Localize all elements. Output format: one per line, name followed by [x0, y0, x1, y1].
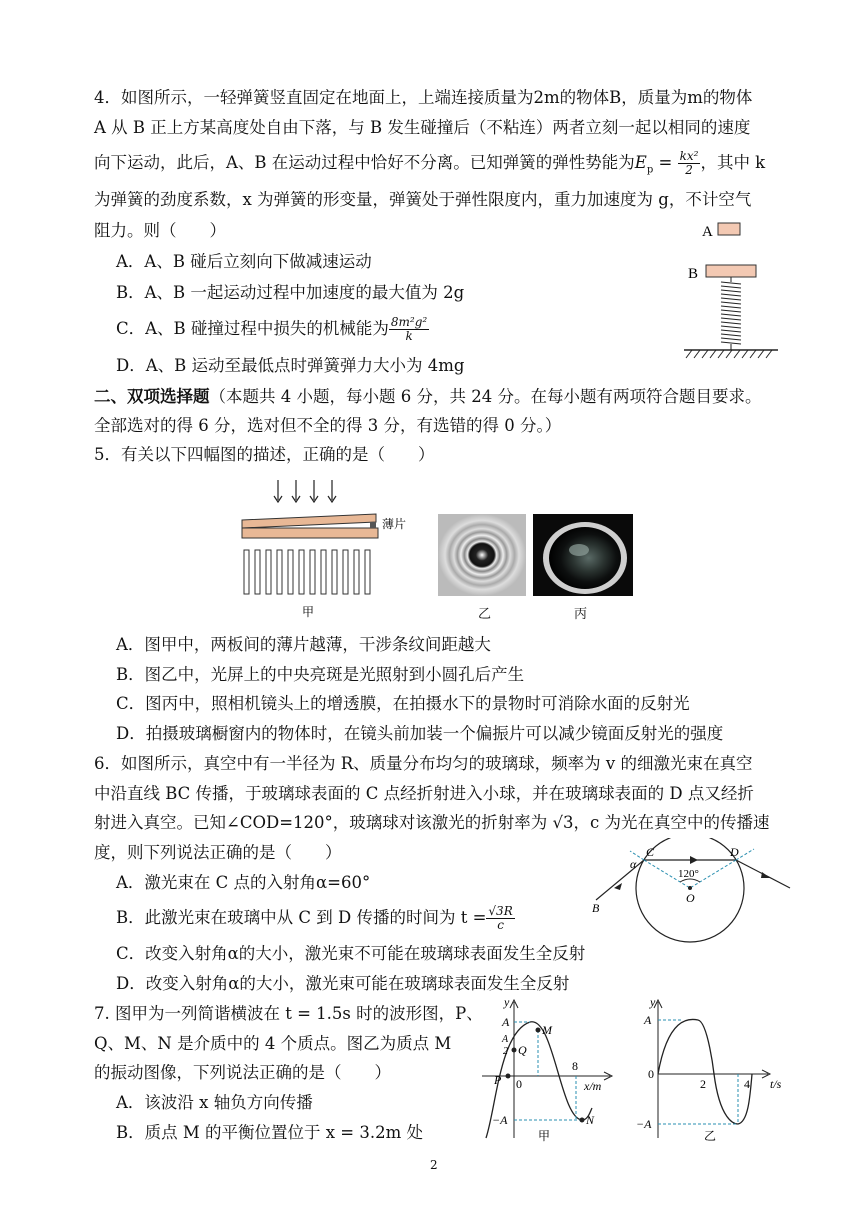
yi-t2: 2 — [700, 1077, 706, 1091]
q6-line-3: 射进入真空。已知∠COD=120°，玻璃球对该激光的折射率为 √3，c 为光在真空中的传播速 — [94, 813, 770, 832]
jia-x8: 8 — [572, 1059, 578, 1073]
section-2-line-2: 全部选对的得 6 分，选对但不全的得 3 分，有选错的得 0 分。） — [94, 416, 562, 435]
block-a — [718, 223, 740, 235]
q4-option-c — [116, 316, 429, 343]
q4-line-5: 阻力。则（ ） — [94, 221, 226, 240]
point-n — [580, 1118, 585, 1123]
caption-jia: 甲 — [302, 605, 315, 619]
circular-diffraction-image — [438, 514, 526, 596]
label-alpha: α — [630, 857, 637, 871]
q4-line-3-tail: ，其中 k — [700, 153, 766, 172]
page-number: 2 — [430, 1158, 438, 1172]
jia-negA-label: −A — [492, 1113, 508, 1127]
label-b: B — [592, 901, 600, 915]
q6-option-b-fraction — [486, 905, 514, 932]
block-a-label: A — [702, 224, 713, 240]
jia-a2-num: A — [502, 1034, 509, 1045]
section-2-title: 二、双项选择题 — [94, 387, 210, 406]
spring-coil — [721, 277, 741, 350]
q7-line-3: 的振动图像，下列说法正确的是（ ） — [94, 1063, 391, 1082]
label-n: N — [586, 1113, 595, 1127]
jia-origin: 0 — [516, 1077, 522, 1091]
q4-line-1: 4．如图所示，一轻弹簧竖直固定在地面上，上端连接质量为2m的物体B，质量为m的物体 — [94, 88, 753, 107]
thin-film-figure — [236, 476, 416, 621]
point-q — [512, 1048, 517, 1053]
q5-option-d: D．拍摄玻璃橱窗内的物体时，在镜头前加装一个偏振片可以减少镜面反射光的强度 — [116, 724, 724, 743]
q4-line-2: A 从 B 正上方某高度处自由下落，与 B 发生碰撞后（不粘连）两者立刻一起以相同的速度 — [94, 118, 751, 137]
q4-option-c-fraction — [389, 316, 429, 343]
normal-d — [736, 849, 754, 860]
film-label: 薄片 — [382, 517, 407, 531]
camera-lens-image — [533, 514, 633, 596]
caption-yi: 乙 — [478, 607, 492, 622]
jia-x-label: x/m — [584, 1079, 602, 1093]
q4-ep-num: kx² — [679, 149, 699, 163]
emergent-arrow — [761, 872, 770, 878]
jia-a2-den: 2 — [503, 1046, 508, 1057]
light-arrows — [274, 480, 336, 502]
label-angle: 120° — [678, 868, 699, 880]
label-d: D — [730, 845, 739, 859]
q4-option-b: B．A、B 一起运动过程中加速度的最大值为 2g — [116, 283, 465, 302]
q5-option-c: C．图丙中，照相机镜头上的增透膜，在拍摄水下的景物时可消除水面的反射光 — [116, 694, 690, 713]
center-dot — [688, 886, 692, 890]
glass-sphere-figure — [590, 838, 795, 946]
caption-bing: 丙 — [574, 607, 588, 622]
jia-y-label: y — [504, 998, 510, 1009]
q4-ep-den: 2 — [685, 163, 693, 177]
q5-option-a: A．图甲中，两板间的薄片越薄，干涉条纹间距越大 — [116, 635, 491, 654]
bottom-plate — [242, 528, 378, 538]
yi-negA-label: −A — [636, 1117, 652, 1131]
label-m: M — [542, 1023, 552, 1037]
point-p — [506, 1074, 511, 1079]
q5-stem: 5．有关以下四幅图的描述，正确的是（ ） — [94, 445, 435, 464]
q4-ep-sub: p — [646, 164, 654, 176]
q4-option-c-den: k — [405, 329, 413, 343]
interference-fringes — [244, 550, 370, 594]
film-wedge — [370, 522, 376, 528]
q4-option-c-text: C．A、B 碰撞过程中损失的机械能为 — [116, 319, 389, 338]
yi-a-label: A — [644, 1013, 652, 1027]
jia-caption: 甲 — [538, 1129, 551, 1143]
block-b-label: B — [688, 266, 699, 282]
q6-line-4: 度，则下列说法正确的是（ ） — [94, 843, 342, 862]
q6-option-b-text: B．此激光束在玻璃中从 C 到 D 传播的时间为 t = — [116, 908, 487, 927]
yi-origin: 0 — [648, 1067, 654, 1081]
label-p: P — [494, 1073, 502, 1087]
q4-option-d: D．A、B 运动至最低点时弹簧弹力大小为 4mg — [116, 356, 465, 375]
q6-line-1: 6．如图所示，真空中有一半径为 R、质量分布均匀的玻璃球，频率为 v 的细激光束在真空 — [94, 754, 753, 773]
jia-a-label: A — [502, 1015, 510, 1029]
q6-option-a: A．激光束在 C 点的入射角α=60° — [116, 873, 371, 892]
label-o: O — [686, 891, 695, 905]
inside-arrow — [690, 856, 698, 864]
spring-figure — [676, 218, 786, 368]
yi-t4: 4 — [744, 1077, 750, 1091]
q4-eq: = — [653, 153, 678, 172]
q4-option-a: A．A、B 碰后立刻向下做减速运动 — [116, 252, 372, 271]
q4-line-4: 为弹簧的劲度系数，x 为弹簧的形变量，弹簧处于弹性限度内，重力加速度为 g，不计空气 — [94, 190, 752, 209]
q4-option-c-num: 8m²g² — [390, 315, 428, 329]
yi-caption: 乙 — [704, 1129, 717, 1143]
yi-y-label: y — [650, 998, 656, 1009]
q6-option-b-num: √3R — [488, 904, 513, 918]
vibration-graph-yi — [636, 998, 788, 1146]
q4-ep-symbol: E — [634, 153, 647, 172]
q7-line-1: 7. 图甲为一列简谐横波在 t = 1.5s 时的波形图，P、 — [94, 1004, 483, 1023]
q6-line-2: 中沿直线 BC 传播，于玻璃球表面的 C 点经折射进入小球，并在玻璃球表面的 D 点又经折 — [94, 784, 754, 803]
q6-option-c: C．改变入射角α的大小，激光束不可能在玻璃球表面发生全反射 — [116, 944, 586, 963]
q7-line-2: Q、M、N 是介质中的 4 个质点。图乙为质点 M — [94, 1034, 452, 1053]
q4-line-3-text: 向下运动，此后，A、B 在运动过程中恰好不分离。已知弹簧的弹性势能为 — [94, 153, 635, 172]
yi-x-label: t/s — [770, 1077, 782, 1091]
block-b — [706, 265, 756, 277]
q6-option-b — [116, 905, 515, 932]
q5-option-b: B．图乙中，光屏上的中央亮斑是光照射到小圆孔后产生 — [116, 665, 525, 684]
section-2-line-1 — [94, 385, 761, 409]
q7-option-a: A．该波沿 x 轴负方向传播 — [116, 1093, 313, 1112]
ground-hatch — [686, 350, 772, 358]
label-c: C — [646, 845, 655, 859]
q7-option-b: B．质点 M 的平衡位置位于 x = 3.2m 处 — [116, 1123, 424, 1142]
q6-option-b-den: c — [497, 918, 504, 932]
label-q: Q — [518, 1043, 527, 1057]
q4-line-3 — [94, 150, 765, 182]
top-plate — [242, 514, 376, 528]
q6-option-d: D．改变入射角α的大小，激光束可能在玻璃球表面发生全反射 — [116, 974, 570, 993]
wave-graph-jia — [478, 998, 618, 1146]
point-m — [536, 1028, 541, 1033]
section-2-desc: （本题共 4 小题，每小题 6 分，共 24 分。在每小题有两项符合题目要求。 — [209, 387, 762, 406]
q4-ep-fraction — [678, 150, 701, 177]
yi-curve — [658, 1019, 752, 1124]
